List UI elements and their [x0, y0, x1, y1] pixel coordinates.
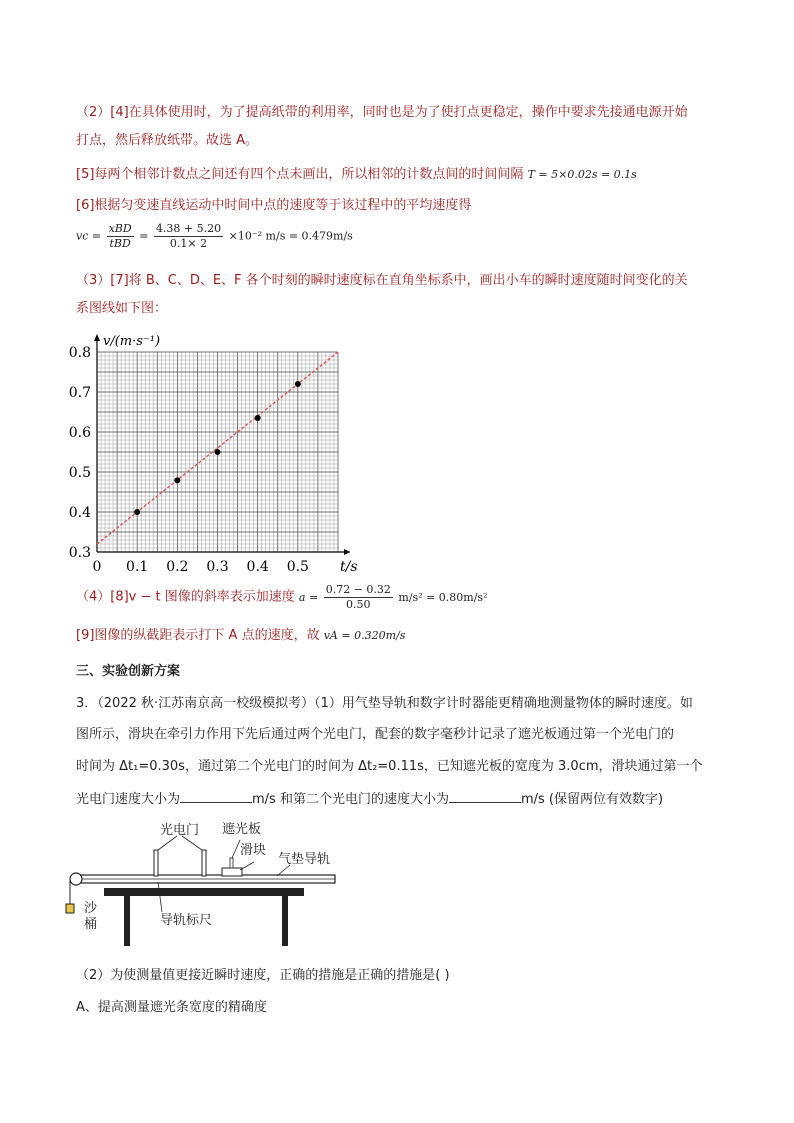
- sand-bucket-icon: [66, 904, 74, 913]
- question-line4-c: m/s (保留两位有效数字): [520, 792, 664, 807]
- y-tick-label: 0.6: [68, 425, 91, 441]
- option-a: A、提高测量遮光条宽度的精确度: [76, 1000, 267, 1015]
- question-line1: 3．（2022 秋·江苏南京高一校级模拟考）（1）用气垫导轨和数字计时器能更精确地测量物体的瞬时速度。如: [76, 696, 693, 711]
- question-line3: 时间为 Δt₁=0.30s，通过第二个光电门的时间为 Δt₂=0.11s，已知遮光板的宽度为 3.0cm，滑块通过第一个: [76, 759, 703, 774]
- answer-blank-1[interactable]: [180, 788, 252, 803]
- frac-numeric-den: 0.1× 2: [169, 237, 208, 250]
- chart-labels: [69, 334, 358, 575]
- apparatus-diagram: [62, 820, 362, 950]
- y-axis-label: v/(m·s⁻¹): [103, 334, 161, 349]
- para-9: [76, 626, 405, 646]
- shade-plate: [230, 858, 233, 868]
- label-slider: 滑块: [240, 843, 267, 858]
- frac-acc-den: 0.50: [346, 598, 371, 611]
- label-sand: 沙: [84, 901, 98, 916]
- answer-blank-2[interactable]: [449, 788, 521, 803]
- table-leg-right: [282, 896, 288, 946]
- x-tick-label: 0.5: [286, 559, 309, 575]
- x-axis-label: t/s: [340, 559, 358, 575]
- y-tick-label: 0.7: [68, 385, 91, 401]
- y-tick-label: 0.5: [68, 465, 91, 481]
- para-5: [76, 165, 637, 185]
- shade-pointer: [232, 840, 240, 858]
- data-point: [134, 509, 140, 515]
- para-2-line1: （2）[4]在具体使用时，为了提高纸带的利用率，同时也是为了使打点更稳定，操作中要求先接通电源开始: [76, 105, 688, 120]
- va-formula: vA = 0.320m/s: [323, 629, 406, 642]
- para-5-text: [5]每两个相邻计数点之间还有四个点未画出，所以相邻的计数点间的时间间隔: [76, 167, 524, 182]
- frac-numeric: [154, 222, 223, 251]
- question-line4-a: 光电门速度大小为: [76, 792, 181, 807]
- para-8-text: （4）[8]v − t 图像的斜率表示加速度: [76, 589, 295, 605]
- question-line4: [76, 788, 663, 810]
- label-photogate: 光电门: [160, 823, 200, 838]
- para-2-line2: 打点，然后释放纸带。故选 A。: [76, 133, 259, 148]
- data-point: [255, 415, 261, 421]
- question-line4-b: m/s 和第二个光电门的速度大小为: [252, 792, 449, 807]
- y-axis-arrow: [94, 334, 100, 341]
- frac-xbd: xBD: [108, 222, 132, 235]
- question-line2: 图所示，滑块在牵引力作用下先后通过两个光电门，配套的数字毫秒计记录了遮光板通过第一个光电门的: [76, 727, 675, 742]
- slider: [222, 868, 242, 876]
- ruler-pointer: [158, 882, 162, 912]
- x-tick-label: 0.3: [206, 559, 229, 575]
- vt-chart: [0, 320, 794, 580]
- table-leg-left: [124, 896, 130, 946]
- gate-pointer-2: [182, 836, 202, 850]
- label-bucket: 桶: [84, 917, 98, 932]
- section-title: 三、实验创新方案: [76, 664, 181, 679]
- acc-result: m/s² = 0.80m/s²: [398, 590, 488, 604]
- velocity-c-formula: [76, 222, 353, 251]
- frac-acc: [324, 583, 393, 612]
- data-point: [174, 477, 180, 483]
- x-tick-label: 0.4: [246, 559, 269, 575]
- pulley: [70, 873, 82, 885]
- y-tick-label: 0.3: [68, 545, 91, 561]
- para-6-text: [6]根据匀变速直线运动中时间中点的速度等于该过程中的平均速度得: [76, 198, 472, 213]
- frac-acc-num: 0.72 − 0.32: [325, 583, 391, 596]
- vc-result: ×10⁻² m/s = 0.479m/s: [228, 229, 353, 243]
- x-tick-label: 0: [92, 559, 102, 575]
- data-point: [215, 449, 221, 455]
- equals-sign: =: [139, 229, 149, 243]
- frac-tbd: tBD: [109, 237, 131, 250]
- data-point: [295, 381, 301, 387]
- acceleration-formula: [298, 583, 488, 611]
- y-tick-label: 0.4: [68, 505, 91, 521]
- table-top: [104, 888, 304, 896]
- para-9-text: [9]图像的纵截距表示打下 A 点的速度，故: [76, 628, 320, 643]
- x-tick-label: 0.1: [126, 559, 149, 575]
- label-ruler: 导轨标尺: [160, 913, 213, 928]
- chart-axes: [94, 334, 350, 555]
- label-shade-plate: 遮光板: [222, 822, 262, 837]
- slider-pointer: [240, 862, 254, 870]
- x-tick-label: 0.2: [166, 559, 189, 575]
- label-air-track: 气垫导轨: [278, 852, 331, 867]
- vc-lhs: vc =: [76, 229, 102, 243]
- x-axis-arrow: [344, 549, 350, 555]
- question-2: （2）为使测量值更接近瞬时速度，正确的措施是正确的措施是( ): [76, 968, 450, 983]
- para-8: [76, 583, 488, 612]
- period-formula: T = 5×0.02s = 0.1s: [527, 168, 637, 181]
- frac-numeric-num: 4.38 + 5.20: [155, 222, 222, 235]
- para-7-line2: 系图线如下图：: [76, 301, 168, 316]
- y-tick-label: 0.8: [68, 345, 91, 361]
- gate-pointer-1: [158, 836, 177, 850]
- photogate-1: [154, 850, 158, 876]
- a-lhs: a =: [298, 590, 319, 604]
- para-7-line1: （3）[7]将 B、C、D、E、F 各个时刻的瞬时速度标在直角坐标系中，画出小车的瞬时速度随时间变化的关: [76, 273, 688, 288]
- frac-xbd-tbd: [107, 222, 134, 251]
- photogate-2: [202, 850, 206, 876]
